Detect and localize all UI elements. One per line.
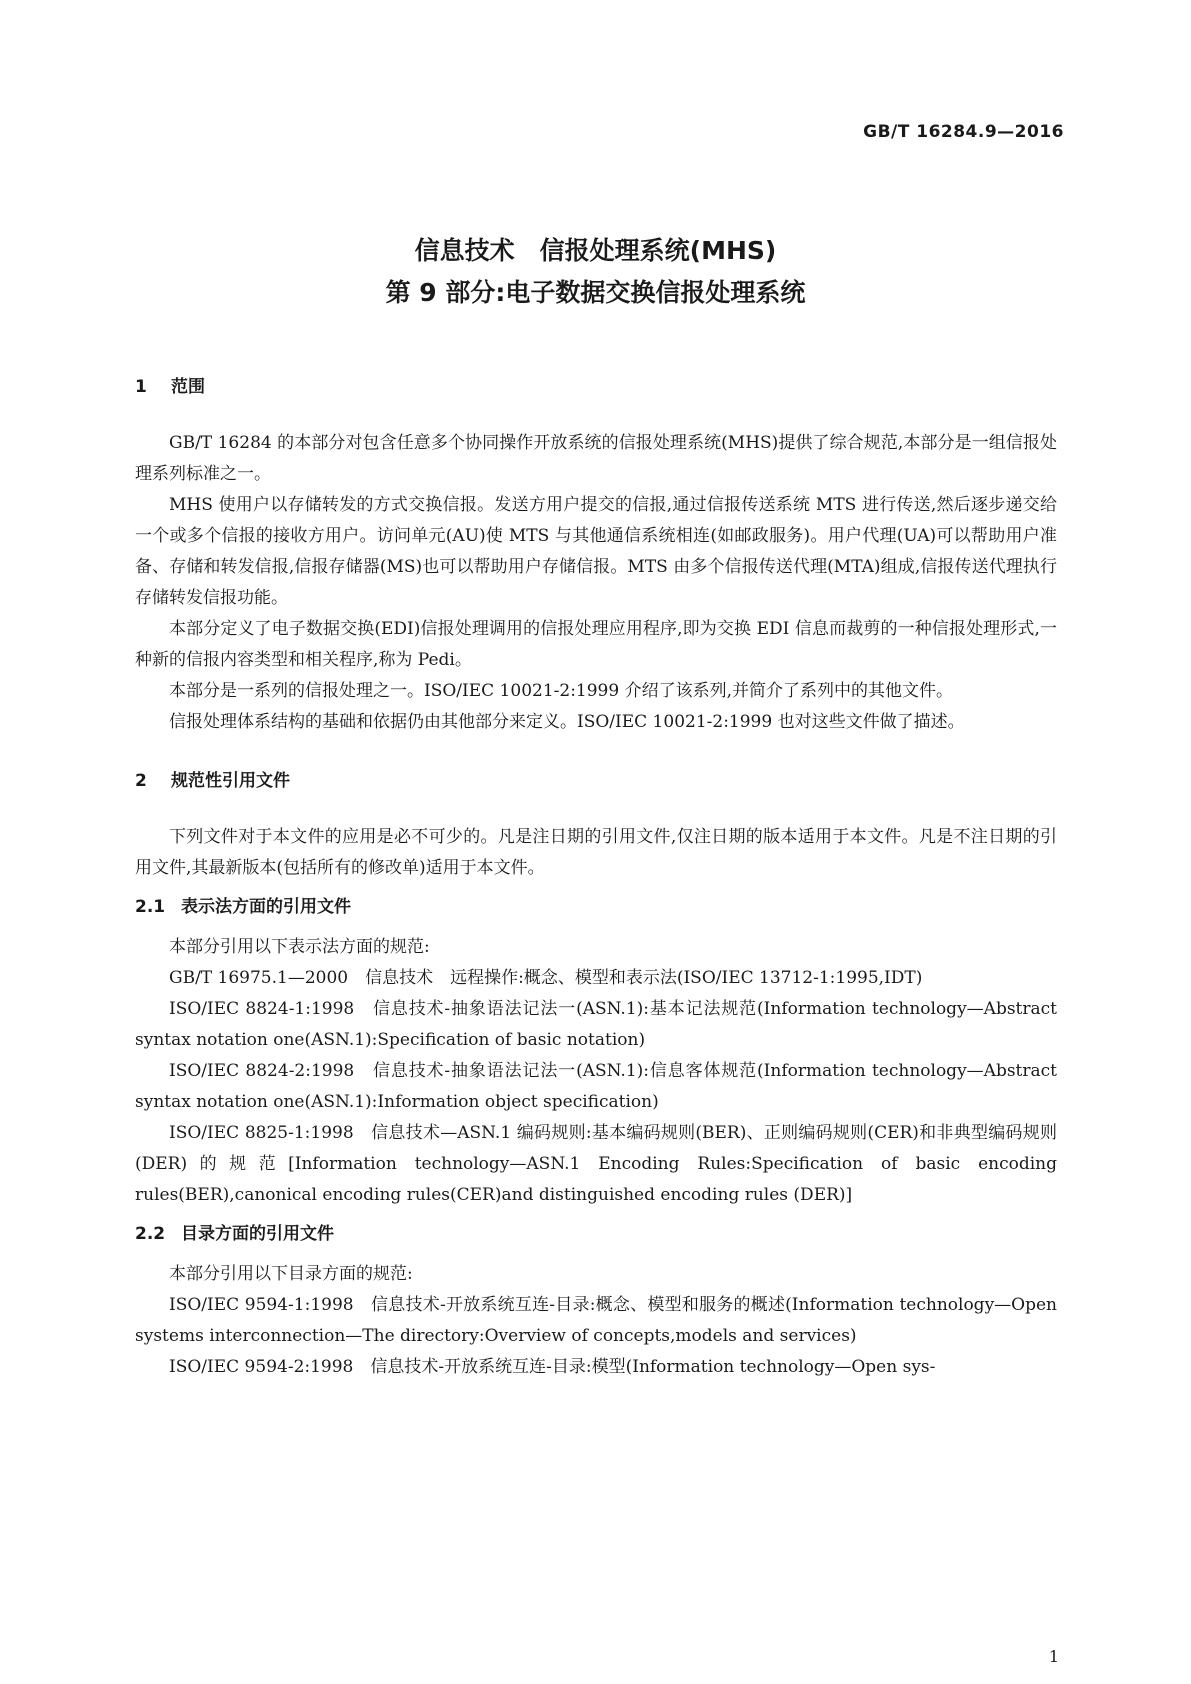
reference-entry: ISO/IEC 8824-1:1998 信息技术-抽象语法记法一(ASN.1):基本记法规范(Information technology—Abstract syntax notation one(ASN.1):Specification of basic notation) [135,999,1057,1050]
document-title [0,230,1191,314]
section-number: 1 [135,377,147,397]
section-title: 表示法方面的引用文件 [181,897,351,917]
standard-number: GB/T 16284.9—2016 [863,122,1064,142]
reference-entry: ISO/IEC 9594-1:1998 信息技术-开放系统互连-目录:概念、模型和服务的概述(Information technology—Open systems interconnection—The directory:Overview of concepts,models and services) [135,1295,1057,1346]
section-heading-2-1 [135,892,1057,922]
paragraph: 信报处理体系结构的基础和依据仍由其他部分来定义。ISO/IEC 10021-2:1999 也对这些文件做了描述。 [169,712,965,732]
reference-entry: ISO/IEC 9594-2:1998 信息技术-开放系统互连-目录:模型(Information technology—Open sys- [169,1357,936,1377]
section-heading-1 [135,372,1057,402]
paragraph: 本部分是一系列的信报处理之一。ISO/IEC 10021-2:1999 介绍了该系列,并简介了系列中的其他文件。 [169,681,953,701]
spacer [135,738,1057,766]
page-number: 1 [1048,1647,1059,1666]
reference-entry: GB/T 16975.1—2000 信息技术 远程操作:概念、模型和表示法(ISO/IEC 13712-1:1995,IDT) [169,968,923,988]
section-heading-2-2 [135,1219,1057,1249]
section-heading-2 [135,766,1057,796]
title-line-1: 信息技术 信报处理系统(MHS) [414,236,777,265]
section-number: 2 [135,771,147,791]
paragraph: 下列文件对于本文件的应用是必不可少的。凡是注日期的引用文件,仅注日期的版本适用于本文件。凡是不注日期的引用文件,其最新版本(包括所有的修改单)适用于本文件。 [135,827,1057,878]
paragraph: GB/T 16284 的本部分对包含任意多个协同操作开放系统的信报处理系统(MHS)提供了综合规范,本部分是一组信报处理系列标准之一。 [135,433,1057,484]
document-body [135,372,1057,1383]
section-title: 范围 [171,377,205,397]
title-line-2: 第 9 部分:电子数据交换信报处理系统 [385,278,806,307]
reference-entry: ISO/IEC 8824-2:1998 信息技术-抽象语法记法一(ASN.1):信息客体规范(Information technology—Abstract syntax notation one(ASN.1):Information object specification) [135,1061,1057,1112]
paragraph: 本部分定义了电子数据交换(EDI)信报处理调用的信报处理应用程序,即为交换 EDI 信息而裁剪的一种信报处理形式,一种新的信报内容类型和相关程序,称为 Pedi。 [135,619,1057,670]
section-title: 目录方面的引用文件 [181,1224,334,1244]
reference-entry: ISO/IEC 8825-1:1998 信息技术—ASN.1 编码规则:基本编码规则(BER)、正则编码规则(CER)和非典型编码规则(DER)的规范[Information technology—ASN.1 Encoding Rules:Specification of basic encoding rules(BER),canonical encoding rules(CER)and distinguished encoding rules (DER)] [135,1123,1057,1205]
paragraph: 本部分引用以下目录方面的规范: [169,1264,413,1284]
section-number: 2.2 [135,1224,166,1244]
paragraph: MHS 使用户以存储转发的方式交换信报。发送方用户提交的信报,通过信报传送系统 MTS 进行传送,然后逐步递交给一个或多个信报的接收方用户。访问单元(AU)使 MTS 与其他通信系统相连(如邮政服务)。用户代理(UA)可以帮助用户准备、存储和转发信报,信报存储器(MS)也可以帮助用户存储信报。MTS 由多个信报传送代理(MTA)组成,信报传送代理执行存储转发信报功能。 [135,495,1057,608]
paragraph: 本部分引用以下表示法方面的规范: [169,937,430,957]
section-number: 2.1 [135,897,166,917]
section-title: 规范性引用文件 [171,771,290,791]
